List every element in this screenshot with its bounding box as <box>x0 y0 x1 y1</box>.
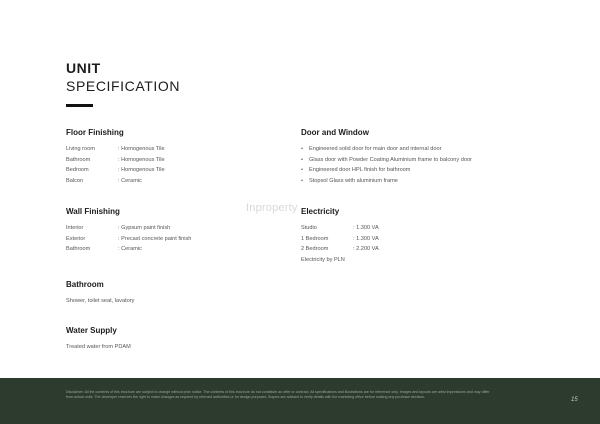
list-item: • Glass door with Powder Coating Aluminium frame to balcony door <box>301 155 472 166</box>
spec-label: Exterior <box>66 235 86 242</box>
spec-value: : Gypsum paint finish <box>118 225 171 231</box>
watermark: Inproperty <box>246 202 298 214</box>
spec-label: Living room <box>66 146 95 152</box>
list-item-text: Engineered solid door for main door and internal door <box>309 146 442 152</box>
bathroom-text: Shower, toilet seat, lavatory <box>66 298 135 304</box>
spec-row <box>301 244 379 255</box>
wall-finishing-section <box>66 207 191 255</box>
disclaimer-text: Disclaimer: All the contents of this brochure are subject to change without prior notice. The contents of this brochure do not constitute an offer or contract. All specifications and illustrations are for reference only. Images and layouts are artist impressions and may differ from actual units. The developer reserves the right to make changes as required by relevant authorities or for design purposes. Buyers are advised to verify details with the marketing office before making any purchase decision. <box>66 390 490 399</box>
list-item-text: Stopsol Glass with aluminium frame <box>309 177 398 184</box>
spec-label: Bathroom <box>66 246 91 252</box>
bathroom-section <box>66 280 134 307</box>
spec-label: 2 Bedroom <box>301 246 329 252</box>
spec-row <box>66 144 165 155</box>
water-supply-heading: Water Supply <box>66 326 117 335</box>
list-item: • Engineered door HPL finish for bathroom <box>301 165 472 176</box>
spec-label: Interior <box>66 225 84 231</box>
list-item-text: Glass door with Powder Coating Aluminium frame to balcony door <box>309 156 472 163</box>
door-window-list <box>301 144 472 186</box>
spec-value: : 1.300 VA <box>353 225 379 231</box>
page-number: 15 <box>571 397 578 403</box>
spec-row <box>66 176 165 187</box>
spec-value: : 2.200 VA <box>353 246 379 252</box>
spec-row <box>66 223 191 234</box>
spec-value: : Homogenous Tile <box>118 146 165 152</box>
spec-value: : Ceramic <box>118 246 142 252</box>
water-supply-text: Treated water from PDAM <box>66 344 131 350</box>
spec-row <box>66 165 165 176</box>
electricity-section <box>301 207 379 265</box>
door-window-section <box>301 128 472 186</box>
list-item-text: Engineered door HPL finish for bathroom <box>309 167 411 173</box>
spec-row <box>301 223 379 234</box>
floor-finishing-section <box>66 128 165 186</box>
electricity-note: Electricity by PLN <box>301 256 345 263</box>
title-underline <box>66 104 93 107</box>
spec-label: Bedroom <box>66 167 89 173</box>
spec-label: Studio <box>301 225 317 231</box>
spec-row <box>66 155 165 166</box>
spec-label: Bathroom <box>66 156 91 163</box>
footer-band <box>0 378 600 424</box>
spec-value: : Ceramic <box>118 177 142 184</box>
spec-row <box>66 244 191 255</box>
bathroom-heading: Bathroom <box>66 280 104 289</box>
water-supply-section <box>66 326 131 353</box>
door-window-heading: Door and Window <box>301 128 369 137</box>
spec-value: : Homogenous Tile <box>118 167 165 173</box>
spec-value: : Homogenous Tile <box>118 156 165 163</box>
spec-label: Balcon <box>66 177 84 184</box>
spec-label: 1 Bedroom <box>301 235 329 242</box>
spec-row <box>301 234 379 245</box>
floor-finishing-heading: Floor Finishing <box>66 128 124 137</box>
spec-value: : 1.300 VA <box>353 235 379 242</box>
page-title-specification: SPECIFICATION <box>66 78 181 94</box>
spec-value: : Precast concrete paint finish <box>118 235 192 242</box>
spec-row <box>66 234 191 245</box>
electricity-heading: Electricity <box>301 207 340 216</box>
list-item: • Engineered solid door for main door and internal door <box>301 144 472 155</box>
wall-finishing-heading: Wall Finishing <box>66 207 120 216</box>
list-item: • Stopsol Glass with aluminium frame <box>301 176 472 187</box>
page-title-unit: UNIT <box>66 60 101 76</box>
